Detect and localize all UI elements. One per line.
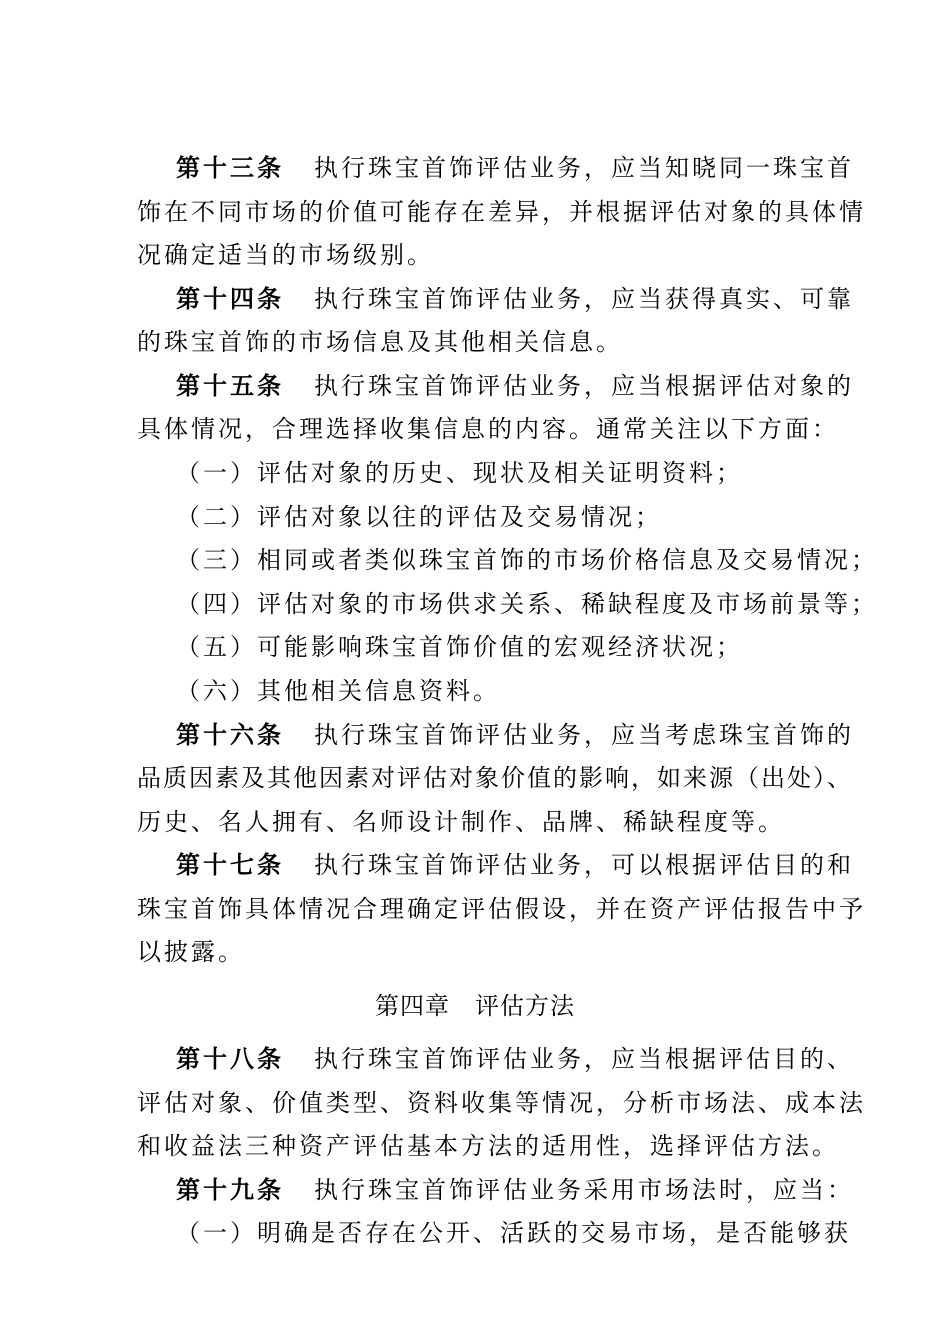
article-17-label: 第十七条 [176,850,284,879]
article-14-line-1: 第十四条 执行珠宝首饰评估业务，应当获得真实、可靠 [176,284,854,313]
article-13-line-2: 饰在不同市场的价值可能存在差异，并根据评估对象的具体情 [137,198,866,226]
article-15-label: 第十五条 [176,371,284,400]
article-18-line-3: 和收益法三种资产评估基本方法的适用性，选择评估方法。 [137,1132,839,1160]
article-17-line-2: 珠宝首饰具体情况合理确定评估假设，并在资产评估报告中予 [137,895,866,923]
article-15-item-2: （二）评估对象以往的评估及交易情况； [176,503,662,531]
article-14-label: 第十四条 [176,284,284,313]
article-18-label: 第十八条 [176,1044,284,1073]
article-19-label: 第十九条 [176,1175,284,1204]
article-13-label: 第十三条 [176,153,284,182]
article-15-line-1: 第十五条 执行珠宝首饰评估业务，应当根据评估对象的 [176,371,854,400]
article-15-item-4: （四）评估对象的市场供求关系、稀缺程度及市场前景等； [176,590,878,618]
chapter-heading: 第四章 评估方法 [375,992,575,1020]
article-19-line-1: 第十九条 执行珠宝首饰评估业务采用市场法时，应当： [176,1175,854,1204]
article-15-item-1: （一）评估对象的历史、现状及相关证明资料； [176,459,743,487]
article-16-line-2: 品质因素及其他因素对评估对象价值的影响，如来源（出处）、 [137,764,853,792]
article-16-label: 第十六条 [176,720,284,749]
article-19-item-1: （一）明确是否存在公开、活跃的交易市场，是否能够获 [176,1219,851,1247]
article-14-line-2: 的珠宝首饰的市场信息及其他相关信息。 [137,328,623,356]
article-16-line-1: 第十六条 执行珠宝首饰评估业务，应当考虑珠宝首饰的 [176,720,854,749]
article-17-line-3: 以披露。 [137,938,245,966]
article-17-line-1: 第十七条 执行珠宝首饰评估业务，可以根据评估目的和 [176,850,854,879]
article-16-line-3: 历史、名人拥有、名师设计制作、品牌、稀缺程度等。 [137,808,785,836]
article-13-line-1: 第十三条 执行珠宝首饰评估业务，应当知晓同一珠宝首 [176,153,854,182]
article-15-item-6: （六）其他相关信息资料。 [176,677,500,705]
article-18-line-2: 评估对象、价值类型、资料收集等情况，分析市场法、成本法 [137,1089,866,1117]
article-13-line-3: 况确定适当的市场级别。 [137,241,434,269]
article-15-item-5: （五）可能影响珠宝首饰价值的宏观经济状况； [176,633,743,661]
article-15-line-2: 具体情况，合理选择收集信息的内容。通常关注以下方面： [137,415,839,443]
article-18-line-1: 第十八条 执行珠宝首饰评估业务，应当根据评估目的、 [176,1044,854,1073]
article-15-item-3: （三）相同或者类似珠宝首饰的市场价格信息及交易情况； [176,546,878,574]
